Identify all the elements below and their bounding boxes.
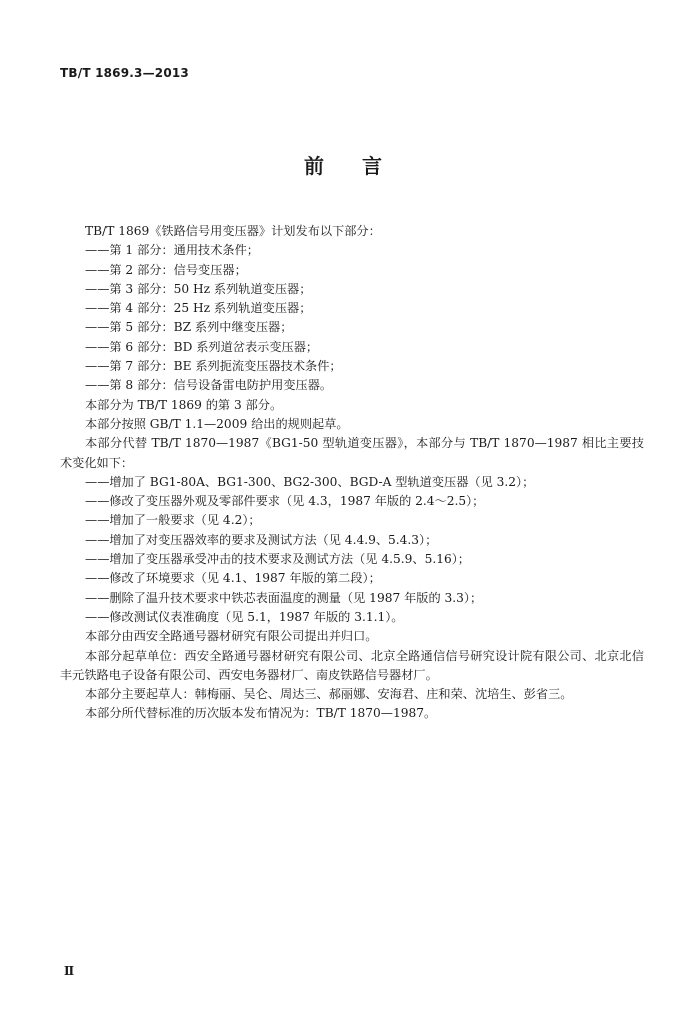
drafting-rule-statement: 本部分按照 GB/T 1.1—2009 给出的规则起草。 — [85, 416, 349, 431]
part-list-item: ——第 8 部分：信号设备雷电防护用变压器。 — [85, 378, 333, 393]
standard-code-header: TB/T 1869.3—2013 — [60, 66, 189, 80]
change-list-item: ——增加了 BG1-80A、BG1-300、BG2-300、BGD-A 型轨道变压器（见 3.2）； — [85, 474, 535, 489]
part-list-item: ——第 4 部分：25 Hz 系列轨道变压器； — [85, 301, 312, 316]
page-title: 前言 — [304, 154, 420, 178]
foreword-body — [60, 222, 644, 724]
change-list-item: ——修改了变压器外观及零部件要求（见 4.3，1987 年版的 2.4～2.5）； — [85, 494, 485, 509]
part-list-item: ——第 7 部分：BE 系列扼流变压器技术条件； — [85, 359, 342, 374]
intro-text: TB/T 1869《铁路信号用变压器》计划发布以下部分： — [85, 224, 381, 238]
part-list-item: ——第 2 部分：信号变压器； — [85, 262, 247, 277]
part-of-statement: 本部分为 TB/T 1869 的第 3 部分。 — [85, 397, 283, 412]
change-list-item: ——删除了温升技术要求中铁芯表面温度的测量（见 1987 年版的 3.3）； — [85, 590, 483, 605]
part-list-item: ——第 1 部分：通用技术条件； — [85, 243, 259, 258]
change-list-item: ——修改测试仪表准确度（见 5.1，1987 年版的 3.1.1）。 — [85, 609, 404, 624]
part-list-item: ——第 5 部分：BZ 系列中继变压器； — [85, 320, 293, 335]
part-list-item: ——第 3 部分：50 Hz 系列轨道变压器； — [85, 281, 312, 296]
page-number: Ⅱ — [64, 964, 75, 978]
history-statement: 本部分所代替标准的历次版本发布情况为：TB/T 1870—1987。 — [85, 706, 437, 721]
change-list-item: ——增加了对变压器效率的要求及测试方法（见 4.4.9、5.4.3）； — [85, 532, 438, 547]
drafting-units-statement: 本部分起草单位：西安全路通号器材研究有限公司、北京全路通信信号研究设计院有限公司、北京北信丰元铁路电子设备有限公司、西安电务器材厂、南皮铁路信号器材厂。 — [60, 648, 644, 682]
part-list-item: ——第 6 部分：BD 系列道岔表示变压器； — [85, 339, 319, 354]
drafters-statement: 本部分主要起草人：韩梅丽、吴仑、周达三、郝丽娜、安海君、庄和荣、沈培生、彭省三。 — [85, 687, 573, 702]
proposed-by-statement: 本部分由西安全路通号器材研究有限公司提出并归口。 — [85, 629, 378, 644]
replaces-statement: 本部分代替 TB/T 1870—1987《BG1-50 型轨道变压器》，本部分与 TB/T 1870—1987 相比主要技术变化如下： — [60, 436, 644, 470]
change-list-item: ——修改了环境要求（见 4.1、1987 年版的第二段）； — [85, 571, 381, 586]
change-list-item: ——增加了一般要求（见 4.2）； — [85, 513, 261, 528]
change-list-item: ——增加了变压器承受冲击的技术要求及测试方法（见 4.5.9、5.16）； — [85, 552, 470, 567]
